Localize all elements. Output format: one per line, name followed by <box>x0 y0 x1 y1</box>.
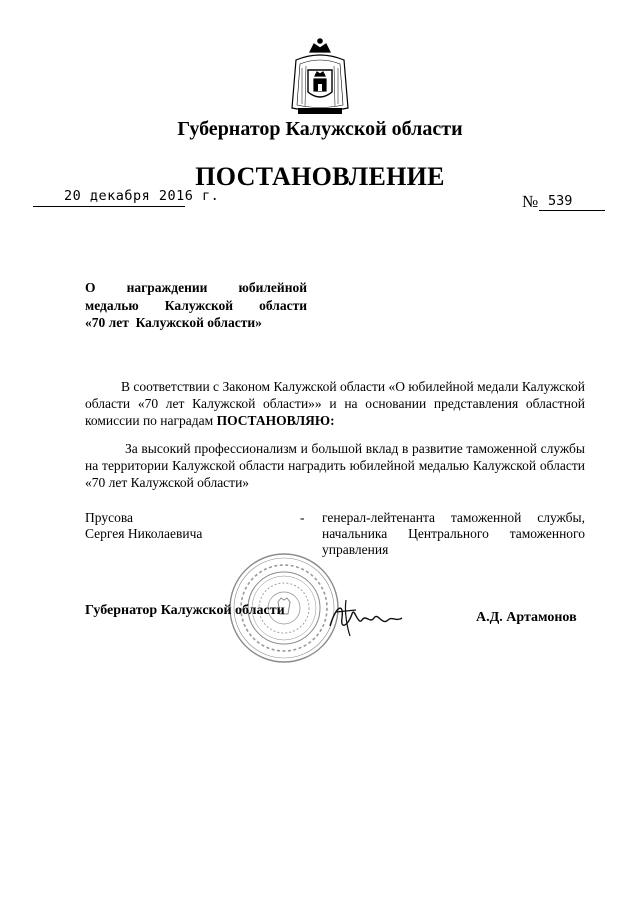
decree-word: ПОСТАНОВЛЯЮ: <box>216 413 335 428</box>
document-type-title: ПОСТАНОВЛЕНИЕ <box>195 162 445 191</box>
subject-word: награждении <box>126 280 208 295</box>
signer-name: А.Д. Артамонов <box>476 610 577 625</box>
subject-word: медалью <box>85 297 139 313</box>
subject-word: Калужской <box>164 297 234 313</box>
document-subject <box>85 279 307 332</box>
number-sign: № <box>522 192 539 211</box>
awardee-given-names: Сергея Николаевича <box>85 526 203 541</box>
coat-of-arms-icon <box>288 38 352 118</box>
subject-line-2 <box>85 297 307 315</box>
preamble-text: В соответствии с Законом Калужской области «О юбилейной медали Калужской области «70 лет Калужской области»» и на основании представления областной комиссии по наградам <box>85 379 585 428</box>
preamble-paragraph <box>85 378 585 429</box>
document-number: 539 <box>548 193 573 209</box>
subject-word: О <box>85 280 96 295</box>
subject-word: юбилейной <box>238 280 308 295</box>
subject-word: области <box>259 297 307 313</box>
subject-line-3: «70 лет Калужской области» <box>85 315 262 330</box>
awardee-name <box>85 510 202 542</box>
award-paragraph: За высокий профессионализм и большой вклад в развитие таможенной службы на территории Калужской области наградить юбилейной медалью Калужской области «70 лет Калужской области» <box>85 441 585 490</box>
awardee-position: генерал-лейтенанта таможенной службы, начальника Центрального таможенного управления <box>322 510 585 557</box>
awardee-surname: Прусова <box>85 510 134 525</box>
awardee-dash: - <box>300 510 305 525</box>
signer-title: Губернатор Калужской области <box>85 603 285 618</box>
document-date: 20 декабря 2016 г. <box>64 188 220 204</box>
handwritten-signature-icon <box>326 596 406 638</box>
subject-line-1 <box>85 279 307 297</box>
issuing-authority: Губернатор Калужской области <box>177 118 463 140</box>
